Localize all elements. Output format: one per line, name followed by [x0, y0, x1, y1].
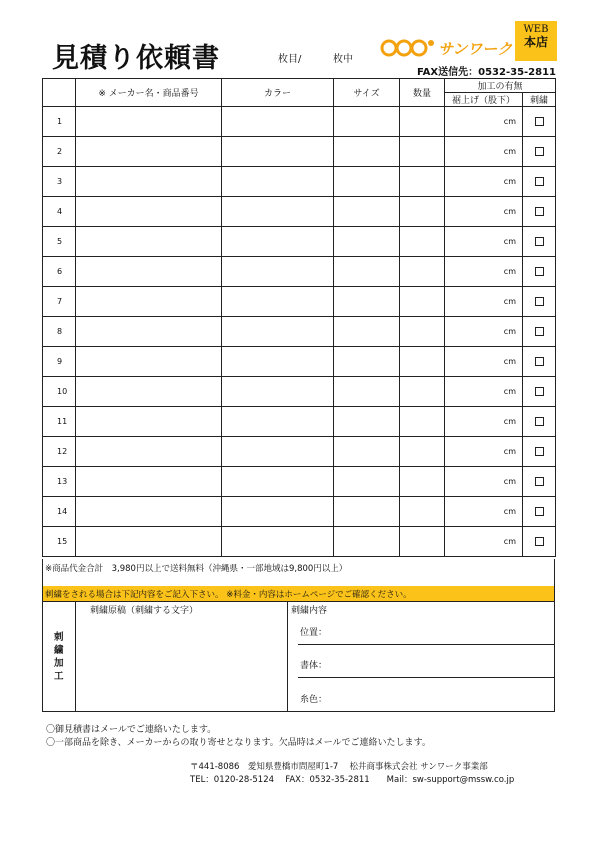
table-row [43, 467, 556, 497]
table-row [43, 257, 556, 287]
product-name-cell[interactable] [76, 227, 222, 257]
quantity-cell[interactable] [400, 287, 445, 317]
unit-cm: cm [503, 417, 516, 426]
row-number: 14 [43, 497, 76, 527]
color-cell[interactable] [222, 437, 334, 467]
color-cell[interactable] [222, 167, 334, 197]
hem-cell[interactable] [445, 287, 523, 317]
color-cell[interactable] [222, 107, 334, 137]
unit-cm: cm [503, 147, 516, 156]
color-cell[interactable] [222, 527, 334, 557]
embroidery-checkbox[interactable] [535, 177, 544, 186]
product-name-cell[interactable] [76, 167, 222, 197]
quantity-cell[interactable] [400, 137, 445, 167]
hem-cell[interactable] [445, 167, 523, 197]
table-row [43, 287, 556, 317]
quantity-cell[interactable] [400, 467, 445, 497]
embroidery-checkbox[interactable] [535, 507, 544, 516]
quantity-cell[interactable] [400, 317, 445, 347]
unit-cm: cm [503, 507, 516, 516]
row-number: 9 [43, 347, 76, 377]
table-row [43, 167, 556, 197]
embroidery-checkbox-cell[interactable] [523, 467, 556, 497]
unit-cm: cm [503, 537, 516, 546]
unit-cm: cm [503, 177, 516, 186]
table-row [43, 317, 556, 347]
color-cell[interactable] [222, 227, 334, 257]
color-cell[interactable] [222, 137, 334, 167]
color-cell[interactable] [222, 317, 334, 347]
badge-line1: WEB [523, 24, 549, 35]
size-cell[interactable] [334, 527, 400, 557]
estimate-table [42, 78, 556, 557]
product-name-cell[interactable] [76, 137, 222, 167]
logo-rings-icon [380, 37, 436, 59]
hem-cell[interactable] [445, 137, 523, 167]
size-cell[interactable] [334, 467, 400, 497]
table-row [43, 107, 556, 137]
embroidery-checkbox-cell[interactable] [523, 257, 556, 287]
sheet-number-label: 枚目/ [278, 54, 302, 65]
logo-text: サンワーク [438, 40, 513, 58]
hem-cell[interactable] [445, 467, 523, 497]
embroidery-checkbox-cell[interactable] [523, 497, 556, 527]
header-quantity: 数量 [400, 79, 445, 107]
row-number: 13 [43, 467, 76, 497]
header-size: サイズ [334, 79, 400, 107]
hem-cell[interactable] [445, 377, 523, 407]
quantity-cell[interactable] [400, 167, 445, 197]
unit-cm: cm [503, 327, 516, 336]
embroidery-checkbox[interactable] [535, 417, 544, 426]
header-hem: 裾上げ（股下） [445, 93, 523, 107]
header-no [43, 79, 76, 107]
unit-cm: cm [503, 357, 516, 366]
table-row [43, 497, 556, 527]
embroidery-checkbox[interactable] [535, 537, 544, 546]
table-row [43, 347, 556, 377]
position-label: 位置： [300, 628, 328, 638]
size-cell[interactable] [334, 437, 400, 467]
quantity-cell[interactable] [400, 107, 445, 137]
company-logo [380, 24, 560, 63]
embroidery-checkbox-cell[interactable] [523, 197, 556, 227]
embroidery-checkbox-cell[interactable] [523, 377, 556, 407]
row-number: 5 [43, 227, 76, 257]
header-product-name: ※ メーカー名・商品番号 [76, 79, 222, 107]
product-name-cell[interactable] [76, 197, 222, 227]
embroidery-checkbox-cell[interactable] [523, 227, 556, 257]
size-cell[interactable] [334, 227, 400, 257]
hem-cell[interactable] [445, 347, 523, 377]
embroidery-content-label: 刺繍内容 [291, 606, 328, 616]
badge-line2: 本店 [523, 34, 548, 49]
quantity-cell[interactable] [400, 407, 445, 437]
hem-cell[interactable] [445, 407, 523, 437]
size-cell[interactable] [334, 377, 400, 407]
sheet-total-label: 枚中 [333, 54, 353, 65]
size-cell[interactable] [334, 317, 400, 347]
embroidery-checkbox[interactable] [535, 237, 544, 246]
quantity-cell[interactable] [400, 437, 445, 467]
hem-cell[interactable] [445, 107, 523, 137]
quantity-cell[interactable] [400, 377, 445, 407]
unit-cm: cm [503, 447, 516, 456]
color-cell[interactable] [222, 467, 334, 497]
header-color: カラー [222, 79, 334, 107]
embroidery-checkbox-cell[interactable] [523, 137, 556, 167]
product-name-cell[interactable] [76, 257, 222, 287]
embroidery-checkbox[interactable] [535, 207, 544, 216]
product-name-cell[interactable] [76, 407, 222, 437]
product-name-cell[interactable] [76, 347, 222, 377]
row-number: 10 [43, 377, 76, 407]
embroidery-notice-bar [42, 586, 555, 602]
row-number: 6 [43, 257, 76, 287]
size-cell[interactable] [334, 347, 400, 377]
unit-cm: cm [503, 297, 516, 306]
table-row [43, 527, 556, 557]
footnote-2: 〇一部商品を除き、メーカーからの取り寄せとなります。欠品時はメールでご連絡いたします。 [46, 738, 431, 748]
color-cell[interactable] [222, 377, 334, 407]
company-address: 〒441-8086 愛知県豊橋市問屋町1-7 松井商事株式会社 サンワーク事業部 [190, 762, 488, 772]
product-name-cell[interactable] [76, 467, 222, 497]
quantity-cell[interactable] [400, 347, 445, 377]
table-row [43, 227, 556, 257]
company-contact: TEL：0120-28-5124 FAX：0532-35-2811 Mail：sw-support@mssw.co.jp [190, 775, 515, 785]
product-name-cell[interactable] [76, 497, 222, 527]
embroidery-checkbox[interactable] [535, 267, 544, 276]
embroidery-checkbox[interactable] [535, 477, 544, 486]
hem-cell[interactable] [445, 497, 523, 527]
embroidery-label-cell [43, 601, 76, 711]
row-number: 12 [43, 437, 76, 467]
size-cell[interactable] [334, 497, 400, 527]
row-number: 2 [43, 137, 76, 167]
embroidery-checkbox-cell[interactable] [523, 167, 556, 197]
quantity-cell[interactable] [400, 257, 445, 287]
embroidery-position-field[interactable] [298, 615, 554, 645]
size-cell[interactable] [334, 197, 400, 227]
embroidery-checkbox-cell[interactable] [523, 287, 556, 317]
row-number: 1 [43, 107, 76, 137]
embroidery-checkbox-cell[interactable] [523, 107, 556, 137]
embroidery-checkbox[interactable] [535, 387, 544, 396]
embroidery-checkbox-cell[interactable] [523, 347, 556, 377]
embroidery-checkbox-cell[interactable] [523, 527, 556, 557]
header-processing: 加工の有無 [445, 79, 556, 93]
unit-cm: cm [503, 387, 516, 396]
table-row [43, 137, 556, 167]
color-cell[interactable] [222, 197, 334, 227]
size-cell[interactable] [334, 137, 400, 167]
row-number: 4 [43, 197, 76, 227]
row-number: 3 [43, 167, 76, 197]
size-cell[interactable] [334, 167, 400, 197]
hem-cell[interactable] [445, 227, 523, 257]
embroidery-section [42, 601, 555, 712]
web-store-badge [515, 21, 557, 61]
embroidery-content [288, 601, 554, 711]
unit-cm: cm [503, 267, 516, 276]
embroidery-checkbox[interactable] [535, 297, 544, 306]
row-number: 15 [43, 527, 76, 557]
fax-destination: FAX送信先：0532-35-2811 [417, 67, 557, 78]
row-number: 7 [43, 287, 76, 317]
hem-cell[interactable] [445, 197, 523, 227]
color-cell[interactable] [222, 407, 334, 437]
embroidery-label: 刺繍加工 [54, 632, 64, 682]
hem-cell[interactable] [445, 437, 523, 467]
hem-cell[interactable] [445, 257, 523, 287]
table-row [43, 377, 556, 407]
color-cell[interactable] [222, 257, 334, 287]
unit-cm: cm [503, 477, 516, 486]
product-name-cell[interactable] [76, 317, 222, 347]
size-cell[interactable] [334, 407, 400, 437]
embroidery-checkbox-cell[interactable] [523, 407, 556, 437]
embroidery-font-field[interactable] [298, 648, 554, 678]
color-cell[interactable] [222, 347, 334, 377]
color-cell[interactable] [222, 287, 334, 317]
shipping-note-text: ※商品代金合計 3,980円以上で送料無料（沖縄県・一部地域は9,800円以上） [45, 564, 348, 574]
color-cell[interactable] [222, 497, 334, 527]
unit-cm: cm [503, 237, 516, 246]
hem-cell[interactable] [445, 317, 523, 347]
header-embroidery: 刺繍 [523, 93, 556, 107]
embroidery-checkbox[interactable] [535, 357, 544, 366]
embroidery-checkbox[interactable] [535, 447, 544, 456]
quantity-cell[interactable] [400, 227, 445, 257]
size-cell[interactable] [334, 287, 400, 317]
size-cell[interactable] [334, 107, 400, 137]
footnote-1: 〇御見積書はメールでご連絡いたします。 [46, 725, 217, 735]
product-name-cell[interactable] [76, 107, 222, 137]
unit-cm: cm [503, 117, 516, 126]
product-name-cell[interactable] [76, 377, 222, 407]
embroidery-checkbox[interactable] [535, 327, 544, 336]
quantity-cell[interactable] [400, 197, 445, 227]
embroidery-source-field[interactable] [76, 601, 288, 711]
product-name-cell[interactable] [76, 437, 222, 467]
embroidery-thread-field[interactable] [298, 681, 554, 711]
page-title: 見積り依頼書 [52, 43, 220, 74]
thread-label: 糸色： [300, 695, 328, 705]
table-row [43, 407, 556, 437]
row-number: 11 [43, 407, 76, 437]
product-name-cell[interactable] [76, 287, 222, 317]
shipping-note [42, 559, 555, 587]
quantity-cell[interactable] [400, 497, 445, 527]
hem-cell[interactable] [445, 527, 523, 557]
embroidery-notice-text: 刺繍をされる場合は下記内容をご記入下さい。 ※料金・内容はホームページでご確認ください。 [45, 590, 412, 600]
size-cell[interactable] [334, 257, 400, 287]
table-row [43, 197, 556, 227]
table-row [43, 437, 556, 467]
embroidery-checkbox[interactable] [535, 117, 544, 126]
font-label: 書体： [300, 661, 328, 671]
quantity-cell[interactable] [400, 527, 445, 557]
embroidery-checkbox-cell[interactable] [523, 437, 556, 467]
row-number: 8 [43, 317, 76, 347]
embroidery-checkbox-cell[interactable] [523, 317, 556, 347]
embroidery-checkbox[interactable] [535, 147, 544, 156]
unit-cm: cm [503, 207, 516, 216]
embroidery-source-label: 刺繍原稿（刺繍する文字） [90, 606, 199, 616]
product-name-cell[interactable] [76, 527, 222, 557]
